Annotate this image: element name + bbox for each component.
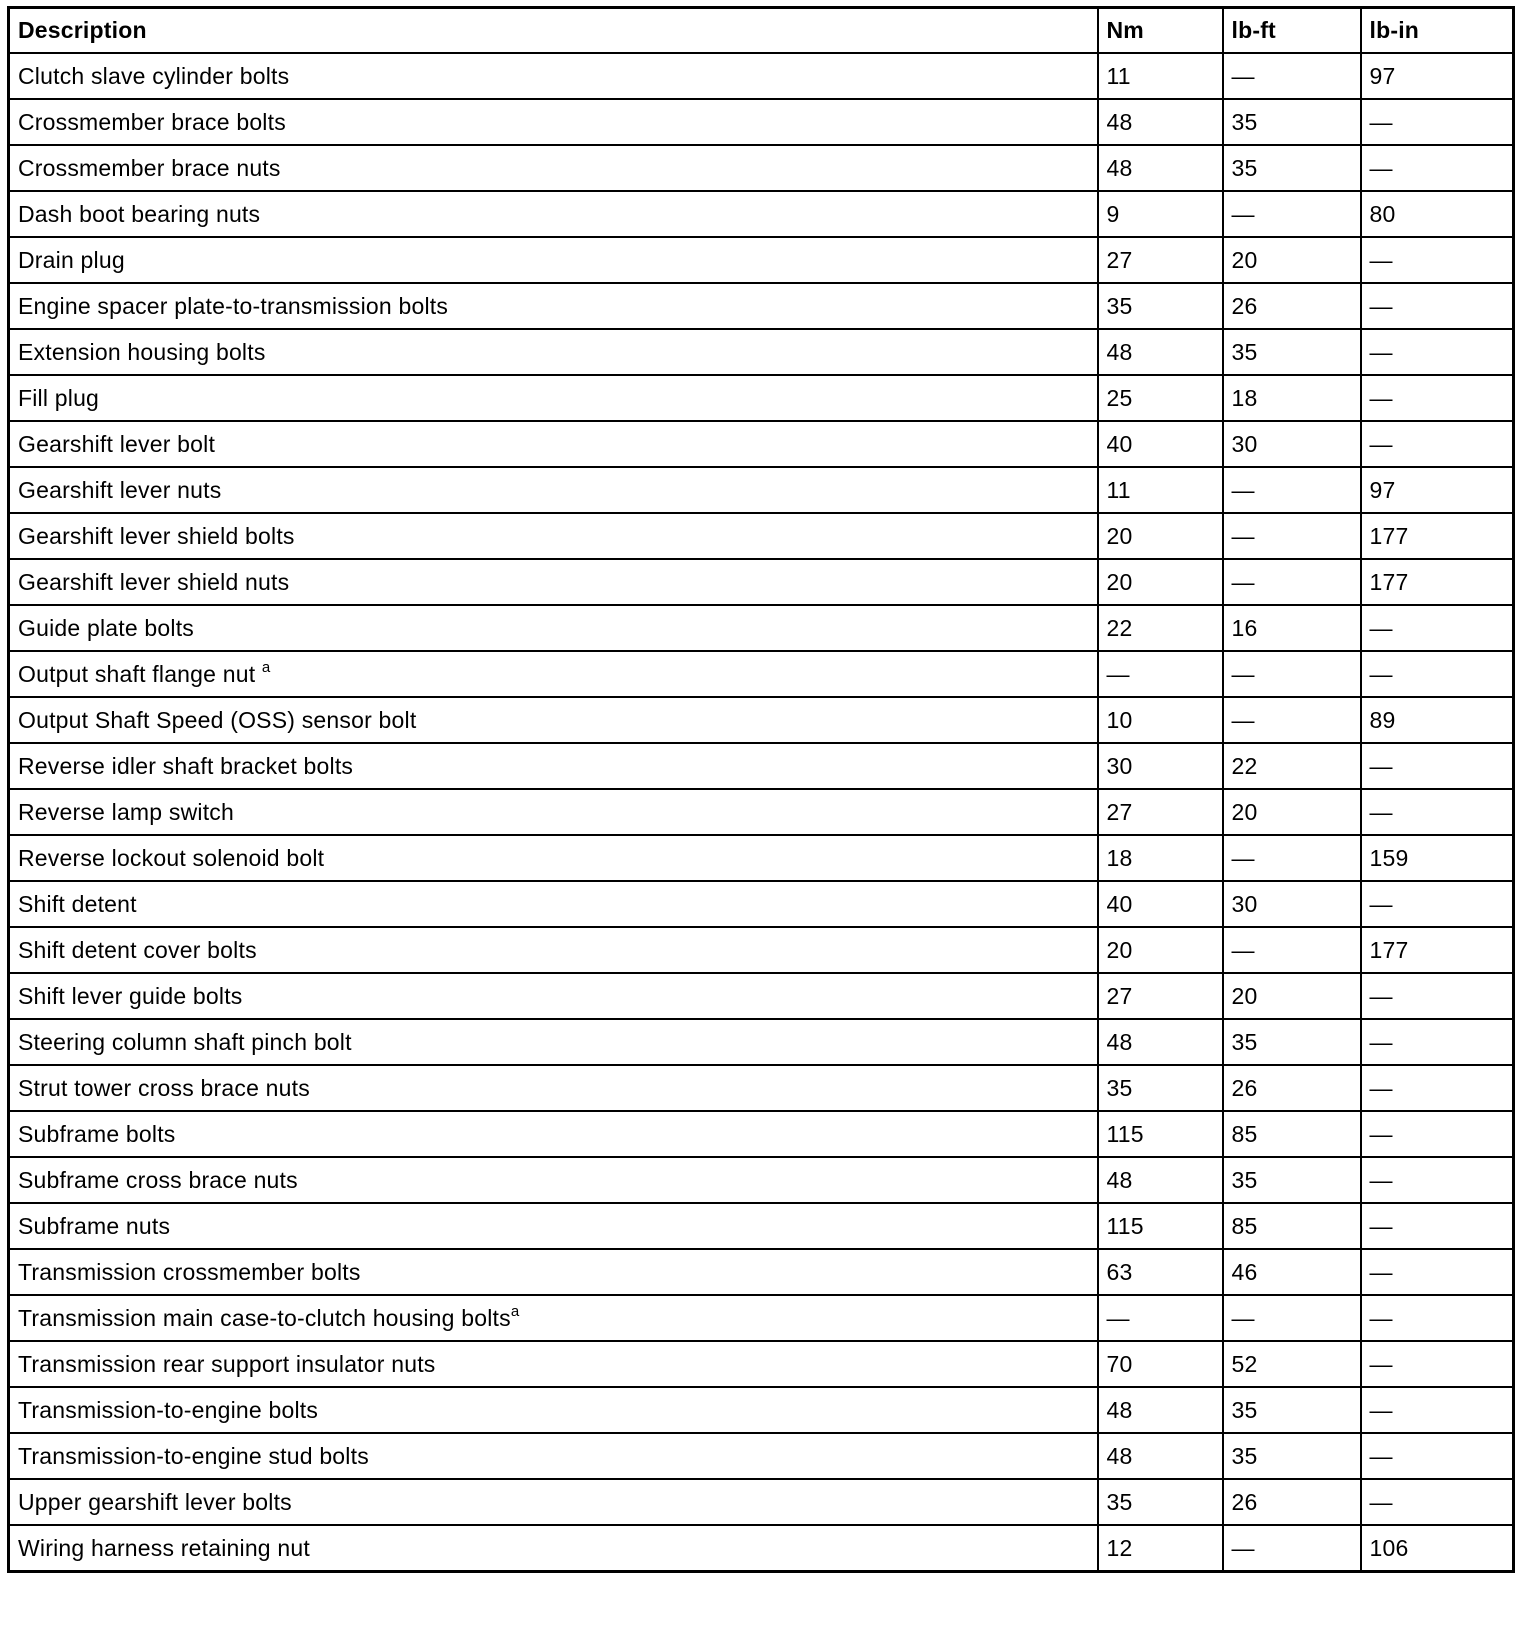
cell-lb-ft: — [1223, 651, 1361, 697]
cell-description [9, 1065, 1098, 1111]
cell-lb-in: — [1361, 1249, 1514, 1295]
cell-lb-ft: 35 [1223, 99, 1361, 145]
cell-lb-ft: 46 [1223, 1249, 1361, 1295]
table-row [9, 1525, 1514, 1572]
cell-description [9, 1433, 1098, 1479]
table-row [9, 605, 1514, 651]
table-row [9, 973, 1514, 1019]
cell-lb-ft: 20 [1223, 973, 1361, 1019]
table-row [9, 697, 1514, 743]
description-text: Crossmember brace bolts [18, 108, 286, 135]
table-row [9, 421, 1514, 467]
table-row [9, 1019, 1514, 1065]
cell-description [9, 697, 1098, 743]
cell-lb-ft: 20 [1223, 237, 1361, 283]
cell-nm: 20 [1098, 559, 1223, 605]
table-row [9, 1387, 1514, 1433]
table-row [9, 329, 1514, 375]
description-text: Shift detent [18, 890, 137, 917]
cell-lb-ft: — [1223, 467, 1361, 513]
cell-description [9, 927, 1098, 973]
cell-lb-in: 89 [1361, 697, 1514, 743]
description-text: Gearshift lever shield bolts [18, 522, 295, 549]
table-row [9, 145, 1514, 191]
cell-description [9, 1295, 1098, 1341]
table-row [9, 237, 1514, 283]
table-row [9, 99, 1514, 145]
cell-lb-ft: 35 [1223, 145, 1361, 191]
cell-nm: 48 [1098, 1019, 1223, 1065]
description-text: Steering column shaft pinch bolt [18, 1028, 352, 1055]
cell-description [9, 1341, 1098, 1387]
table-row [9, 1295, 1514, 1341]
description-text: Transmission main case-to-clutch housing bolts [18, 1304, 511, 1331]
description-text: Transmission-to-engine stud bolts [18, 1442, 369, 1469]
cell-description [9, 789, 1098, 835]
table-row [9, 789, 1514, 835]
cell-lb-ft: 18 [1223, 375, 1361, 421]
cell-nm: — [1098, 1295, 1223, 1341]
cell-description [9, 1019, 1098, 1065]
cell-nm: 115 [1098, 1111, 1223, 1157]
table-header [9, 8, 1514, 54]
cell-nm: 35 [1098, 1065, 1223, 1111]
cell-lb-in: 177 [1361, 559, 1514, 605]
description-text: Transmission rear support insulator nuts [18, 1350, 436, 1377]
table-row [9, 743, 1514, 789]
cell-description [9, 1479, 1098, 1525]
cell-description [9, 1249, 1098, 1295]
cell-description [9, 973, 1098, 1019]
table-row [9, 1157, 1514, 1203]
cell-lb-in: 177 [1361, 513, 1514, 559]
description-text: Strut tower cross brace nuts [18, 1074, 310, 1101]
table-row [9, 1065, 1514, 1111]
cell-nm: 35 [1098, 283, 1223, 329]
table-row [9, 53, 1514, 99]
cell-nm: 63 [1098, 1249, 1223, 1295]
description-text: Gearshift lever nuts [18, 476, 222, 503]
description-text: Transmission crossmember bolts [18, 1258, 361, 1285]
cell-description [9, 1203, 1098, 1249]
cell-lb-in: 159 [1361, 835, 1514, 881]
description-text: Fill plug [18, 384, 100, 411]
cell-nm: 25 [1098, 375, 1223, 421]
cell-lb-ft: — [1223, 53, 1361, 99]
cell-description [9, 421, 1098, 467]
cell-description [9, 1111, 1098, 1157]
description-text: Clutch slave cylinder bolts [18, 62, 290, 89]
cell-lb-ft: — [1223, 835, 1361, 881]
cell-lb-in: — [1361, 1157, 1514, 1203]
cell-lb-in: — [1361, 1295, 1514, 1341]
table-row [9, 559, 1514, 605]
cell-lb-in: — [1361, 1065, 1514, 1111]
cell-nm: 115 [1098, 1203, 1223, 1249]
cell-nm: 18 [1098, 835, 1223, 881]
cell-description [9, 1387, 1098, 1433]
cell-description [9, 1157, 1098, 1203]
cell-lb-in: 177 [1361, 927, 1514, 973]
cell-lb-ft: 16 [1223, 605, 1361, 651]
cell-lb-in: — [1361, 651, 1514, 697]
cell-lb-ft: — [1223, 697, 1361, 743]
cell-lb-in: — [1361, 145, 1514, 191]
cell-description [9, 651, 1098, 697]
description-text: Reverse idler shaft bracket bolts [18, 752, 354, 779]
description-text: Dash boot bearing nuts [18, 200, 261, 227]
cell-nm: 27 [1098, 237, 1223, 283]
table-row [9, 1479, 1514, 1525]
cell-description [9, 743, 1098, 789]
cell-nm: 20 [1098, 927, 1223, 973]
header-description: Description [9, 8, 1098, 54]
cell-description [9, 283, 1098, 329]
cell-lb-in: — [1361, 789, 1514, 835]
cell-lb-in: — [1361, 1111, 1514, 1157]
cell-nm: 48 [1098, 1157, 1223, 1203]
cell-nm: 70 [1098, 1341, 1223, 1387]
cell-lb-in: — [1361, 973, 1514, 1019]
cell-nm: 12 [1098, 1525, 1223, 1572]
table-row [9, 927, 1514, 973]
torque-spec-table [7, 6, 1515, 1573]
cell-nm: 35 [1098, 1479, 1223, 1525]
table-row [9, 1341, 1514, 1387]
table-row [9, 513, 1514, 559]
table-row [9, 1203, 1514, 1249]
cell-lb-in: — [1361, 1203, 1514, 1249]
cell-nm: 27 [1098, 973, 1223, 1019]
cell-description [9, 145, 1098, 191]
cell-nm: 40 [1098, 881, 1223, 927]
cell-description [9, 881, 1098, 927]
cell-lb-in: — [1361, 421, 1514, 467]
cell-description [9, 467, 1098, 513]
description-text: Reverse lockout solenoid bolt [18, 844, 325, 871]
cell-lb-ft: — [1223, 927, 1361, 973]
description-text: Drain plug [18, 246, 125, 273]
table-row [9, 283, 1514, 329]
cell-description [9, 513, 1098, 559]
cell-lb-in: 106 [1361, 1525, 1514, 1572]
cell-lb-in: — [1361, 1479, 1514, 1525]
cell-nm: 48 [1098, 145, 1223, 191]
cell-description [9, 191, 1098, 237]
table-body [9, 53, 1514, 1572]
description-text: Gearshift lever bolt [18, 430, 216, 457]
cell-nm: 11 [1098, 467, 1223, 513]
footnote-marker: a [510, 1302, 520, 1320]
description-text: Subframe nuts [18, 1212, 171, 1239]
cell-description [9, 835, 1098, 881]
cell-lb-in: — [1361, 329, 1514, 375]
description-text: Crossmember brace nuts [18, 154, 281, 181]
table-row [9, 1111, 1514, 1157]
cell-lb-in: 97 [1361, 467, 1514, 513]
cell-lb-ft: 35 [1223, 1157, 1361, 1203]
cell-nm: 40 [1098, 421, 1223, 467]
cell-nm: 10 [1098, 697, 1223, 743]
cell-lb-in: — [1361, 1387, 1514, 1433]
description-text: Gearshift lever shield nuts [18, 568, 290, 595]
header-row [9, 8, 1514, 54]
cell-lb-ft: 35 [1223, 1019, 1361, 1065]
cell-description [9, 559, 1098, 605]
cell-lb-ft: — [1223, 191, 1361, 237]
cell-description [9, 53, 1098, 99]
cell-nm: 48 [1098, 329, 1223, 375]
cell-lb-in: — [1361, 1433, 1514, 1479]
description-text: Engine spacer plate-to-transmission bolts [18, 292, 449, 319]
header-lb-in: lb-in [1361, 8, 1514, 54]
cell-lb-in: — [1361, 743, 1514, 789]
cell-lb-in: — [1361, 99, 1514, 145]
header-nm: Nm [1098, 8, 1223, 54]
cell-lb-in: — [1361, 1341, 1514, 1387]
table-row [9, 1249, 1514, 1295]
table-row [9, 651, 1514, 697]
description-text: Reverse lamp switch [18, 798, 234, 825]
table-row [9, 881, 1514, 927]
description-text: Subframe cross brace nuts [18, 1166, 298, 1193]
cell-lb-ft: 26 [1223, 1065, 1361, 1111]
cell-lb-ft: — [1223, 1525, 1361, 1572]
cell-lb-in: — [1361, 283, 1514, 329]
cell-description [9, 375, 1098, 421]
table-row [9, 1433, 1514, 1479]
cell-lb-ft: — [1223, 559, 1361, 605]
table-row [9, 467, 1514, 513]
cell-lb-in: — [1361, 1019, 1514, 1065]
cell-lb-ft: 52 [1223, 1341, 1361, 1387]
description-text: Guide plate bolts [18, 614, 195, 641]
description-text: Shift lever guide bolts [18, 982, 243, 1009]
cell-nm: 22 [1098, 605, 1223, 651]
cell-lb-ft: 85 [1223, 1111, 1361, 1157]
cell-nm: 27 [1098, 789, 1223, 835]
description-text: Transmission-to-engine bolts [18, 1396, 319, 1423]
description-text: Upper gearshift lever bolts [18, 1488, 292, 1515]
cell-nm: 48 [1098, 1387, 1223, 1433]
cell-lb-ft: 35 [1223, 329, 1361, 375]
cell-nm: 11 [1098, 53, 1223, 99]
description-text: Subframe bolts [18, 1120, 176, 1147]
cell-lb-in: — [1361, 881, 1514, 927]
cell-description [9, 1525, 1098, 1572]
cell-lb-ft: — [1223, 1295, 1361, 1341]
description-text: Shift detent cover bolts [18, 936, 257, 963]
cell-description [9, 329, 1098, 375]
cell-lb-ft: 22 [1223, 743, 1361, 789]
footnote-marker: a [261, 658, 271, 676]
cell-lb-ft: 26 [1223, 283, 1361, 329]
cell-lb-in: 80 [1361, 191, 1514, 237]
table-row [9, 835, 1514, 881]
cell-lb-in: 97 [1361, 53, 1514, 99]
cell-lb-ft: 85 [1223, 1203, 1361, 1249]
cell-lb-in: — [1361, 375, 1514, 421]
cell-description [9, 237, 1098, 283]
description-text: Extension housing bolts [18, 338, 266, 365]
cell-lb-ft: 26 [1223, 1479, 1361, 1525]
cell-nm: — [1098, 651, 1223, 697]
cell-lb-ft: 30 [1223, 421, 1361, 467]
description-text: Output Shaft Speed (OSS) sensor bolt [18, 706, 417, 733]
cell-nm: 20 [1098, 513, 1223, 559]
cell-lb-ft: — [1223, 513, 1361, 559]
cell-nm: 48 [1098, 1433, 1223, 1479]
cell-description [9, 99, 1098, 145]
cell-lb-ft: 20 [1223, 789, 1361, 835]
cell-lb-ft: 30 [1223, 881, 1361, 927]
cell-nm: 9 [1098, 191, 1223, 237]
table-row [9, 375, 1514, 421]
description-text: Wiring harness retaining nut [18, 1534, 310, 1561]
description-text: Output shaft flange nut [18, 660, 262, 687]
cell-nm: 48 [1098, 99, 1223, 145]
table-row [9, 191, 1514, 237]
cell-lb-ft: 35 [1223, 1387, 1361, 1433]
cell-lb-ft: 35 [1223, 1433, 1361, 1479]
cell-lb-in: — [1361, 605, 1514, 651]
cell-lb-in: — [1361, 237, 1514, 283]
cell-nm: 30 [1098, 743, 1223, 789]
cell-description [9, 605, 1098, 651]
header-lb-ft: lb-ft [1223, 8, 1361, 54]
